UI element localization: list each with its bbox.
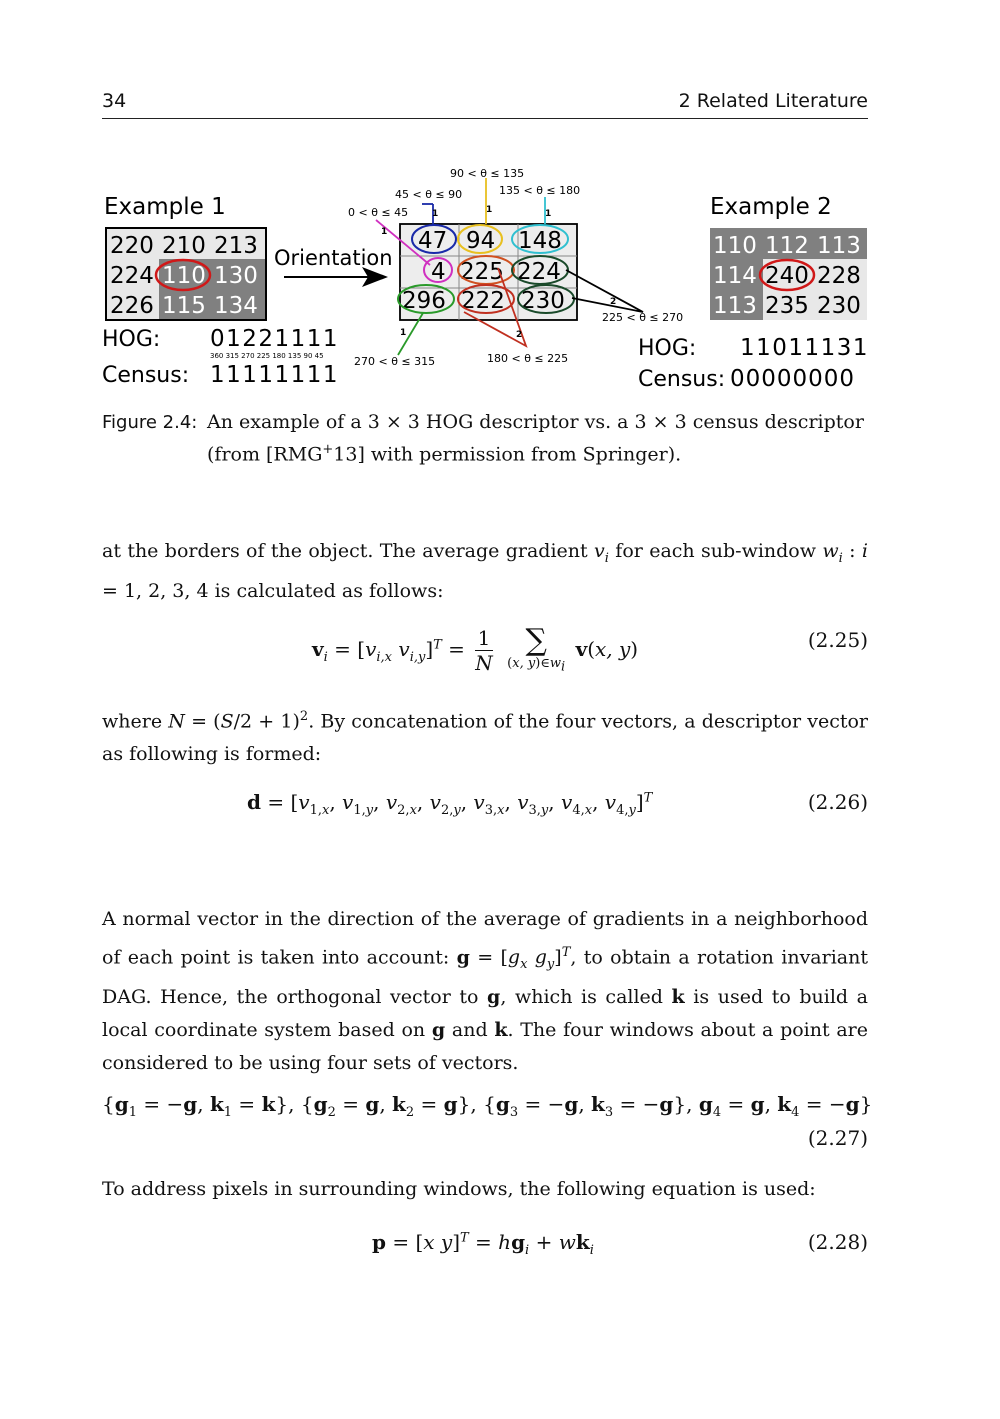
angle-135-180: 135 < θ ≤ 180 bbox=[499, 184, 581, 197]
hog-census-figure bbox=[98, 160, 878, 400]
grid-cell: 4 bbox=[431, 259, 446, 285]
ex1-cell: 224 bbox=[110, 263, 154, 289]
example1-grid bbox=[106, 228, 266, 320]
example2-title: Example 2 bbox=[710, 194, 832, 220]
paragraph-4: To address pixels in surrounding windows, the following equation is used: bbox=[102, 1178, 816, 1200]
bin-count: 2 bbox=[610, 297, 617, 307]
orientation-grid bbox=[398, 224, 577, 320]
paragraph-3: A normal vector in the direction of the average of gradients in a neighborhood of each point is taken into account: $g = [g_x$ $g_y]^T$, to obtain a rotation invariant DAG. Hence, the orthogonal vector to g, which is called k is used to build a local coordinate system based on g and k. The four windows about a point are considered to be using four sets of vectors. bbox=[102, 908, 868, 1075]
running-title: 2 Related Literature bbox=[678, 90, 868, 112]
paragraph-2: where $N = (S/2 + 1)^2$. By concatenation of the four vectors, a descriptor vector as following is formed: bbox=[102, 709, 868, 766]
grid-cell: 148 bbox=[518, 228, 562, 254]
ex2-cell: 114 bbox=[713, 263, 757, 289]
equation-2-28: p = [x $y]^T = hg_i + wk_i$ (2.28) bbox=[372, 1230, 868, 1258]
orientation-label: Orientation bbox=[274, 246, 393, 270]
angle-45-90: 45 < θ ≤ 90 bbox=[395, 188, 463, 201]
equation-number: (2.27) bbox=[807, 1126, 868, 1150]
grid-cell: 224 bbox=[517, 259, 561, 285]
caption-line1: An example of a 3 × 3 HOG descriptor vs. a 3 × 3 census descriptor bbox=[207, 411, 864, 433]
bin-count: 1 bbox=[432, 209, 439, 219]
grid-cell: 94 bbox=[466, 228, 496, 254]
ex1-cell: 130 bbox=[214, 263, 258, 289]
angle-0-45: 0 < θ ≤ 45 bbox=[348, 206, 409, 219]
grid-cell: 230 bbox=[521, 288, 565, 314]
caption-line2: (from [RMG+13] with permission from Springer). bbox=[207, 442, 682, 466]
angle-180-225: 180 < θ ≤ 225 bbox=[487, 352, 569, 365]
example2-grid bbox=[710, 228, 867, 320]
ex2-cell: 230 bbox=[817, 293, 861, 319]
paragraph-1: at the borders of the object. The average gradient $v_i$ for each sub-window $w_i$ : i = 1, 2, 3, 4 is calculated as follows: bbox=[102, 540, 868, 602]
grid-cell: 222 bbox=[461, 288, 505, 314]
page-number: 34 bbox=[102, 90, 127, 112]
equation-2-25: $v_i = [v_{i,x}$ $v_{i,y}]^T$ = $\frac{1}{N}$ ∑ (x, $y)\in w_i$ v(x, y) (2.25) bbox=[312, 623, 868, 675]
ex2-cell: 235 bbox=[765, 293, 809, 319]
ex1-cell: 213 bbox=[214, 233, 258, 259]
grid-cell: 47 bbox=[418, 228, 448, 254]
ex1-hog-value: 01221111 bbox=[210, 326, 340, 352]
ex1-cell: 220 bbox=[110, 233, 154, 259]
equation-number: (2.25) bbox=[807, 628, 868, 652]
angle-270-315: 270 < θ ≤ 315 bbox=[354, 355, 436, 368]
equation-number: (2.26) bbox=[807, 790, 868, 814]
ex2-hog-label: HOG: bbox=[638, 336, 697, 361]
ex2-cell: 110 bbox=[713, 233, 757, 259]
ex1-cell: 115 bbox=[162, 293, 206, 319]
ex1-cell: 134 bbox=[214, 293, 258, 319]
ex1-hog-label: HOG: bbox=[102, 327, 161, 352]
bin-count: 1 bbox=[400, 328, 407, 338]
ex2-census-value: 00000000 bbox=[730, 366, 856, 392]
bin-count: 1 bbox=[545, 209, 552, 219]
ex1-cell: 210 bbox=[162, 233, 206, 259]
ex1-census-value: 11111111 bbox=[210, 362, 340, 388]
page-header bbox=[102, 88, 868, 119]
grid-cell: 225 bbox=[460, 259, 504, 285]
ex2-cell: 240 bbox=[765, 263, 809, 289]
bin-count: 2 bbox=[516, 330, 523, 340]
ex2-cell: 112 bbox=[765, 233, 809, 259]
figure-caption bbox=[102, 409, 872, 468]
ex2-census-label: Census: bbox=[638, 367, 726, 392]
ex2-hog-value: 11011131 bbox=[740, 335, 870, 361]
ex1-cell: 226 bbox=[110, 293, 154, 319]
ex2-cell: 228 bbox=[817, 263, 861, 289]
example1-title: Example 1 bbox=[104, 194, 226, 220]
ex2-cell: 113 bbox=[817, 233, 861, 259]
angle-225-270: 225 < θ ≤ 270 bbox=[602, 311, 684, 324]
orientation-arrow bbox=[284, 267, 388, 287]
ex2-cell: 113 bbox=[713, 293, 757, 319]
equation-2-26: $d = [v_{1,x}$, $v_{1,y}$, $v_{2,x}$, $v_{2,y}$, $v_{3,x}$, $v_{3,y}$, $v_{4,x}$, $v_{4,y}]^T$ (2.26) bbox=[247, 790, 868, 818]
angle-90-135: 90 < θ ≤ 135 bbox=[450, 167, 525, 180]
caption-label: Figure 2.4: bbox=[102, 412, 198, 433]
equation-2-27: {$g_1 = -g$, $k_1 = k$}, {$g_2 = g$, $k_2 = g$}, {$g_3 = -g$, $k_3 = -g$}, $g_4 = g$, $k_4 = -g$} (2.27) bbox=[102, 1092, 873, 1150]
bin-count: 1 bbox=[381, 227, 388, 237]
bin-count: 1 bbox=[486, 205, 493, 215]
equation-number: (2.28) bbox=[807, 1230, 868, 1254]
ex1-census-label: Census: bbox=[102, 363, 190, 388]
grid-cell: 296 bbox=[402, 288, 446, 314]
ex1-cell: 110 bbox=[162, 263, 206, 289]
ex1-bin-labels: 360 315 270 225 180 135 90 45 bbox=[210, 352, 324, 360]
